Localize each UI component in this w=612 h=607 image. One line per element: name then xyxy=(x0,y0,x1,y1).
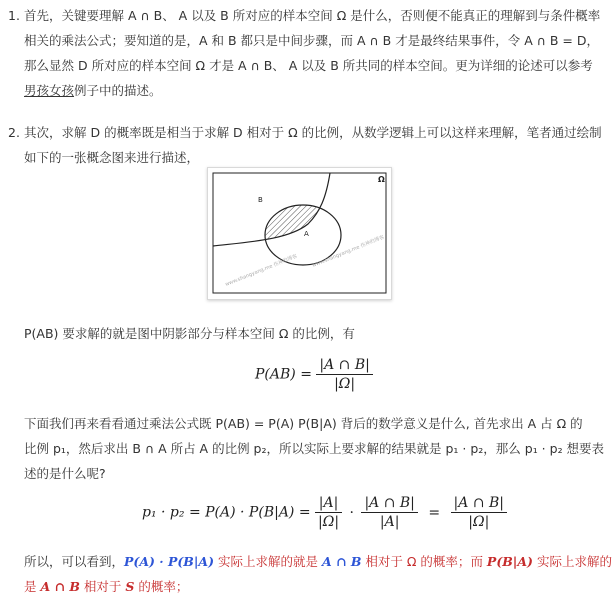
para3-blue1: P(A) · P(B|A) xyxy=(124,554,215,569)
b-label: B xyxy=(258,196,263,204)
watermark-2: www.shangyang.me 伤神的博客 xyxy=(311,234,386,269)
item1-line1: 首先，关键要理解 A ∩ B、 A 以及 B 所对应的样本空间 Ω 是什么，否则便不能真正的理解到与条件概率 xyxy=(24,8,601,23)
para2-line1: 下面我们再来看看通过乘法公式既 P(AB) = P(A) P(B|A) 背后的数学意义是什么, 首先求出 A 占 Ω 的 xyxy=(24,416,583,431)
formula2-frac3 xyxy=(451,494,507,531)
para3-line2 xyxy=(24,576,188,597)
para3-prefix: 所以，可以看到， xyxy=(24,554,125,569)
formula-2 xyxy=(142,494,507,531)
formula2-f1-num: |A| xyxy=(315,494,342,513)
formula2-lhs: p₁ · p₂ = P(A) · P(B|A) = xyxy=(142,504,311,521)
formula2-frac1 xyxy=(315,494,342,531)
concept-figure xyxy=(207,167,392,300)
omega-label: Ω xyxy=(378,175,385,184)
para3-line2-mid: 相对于 xyxy=(79,579,126,594)
boy-girl-link[interactable]: 男孩女孩 xyxy=(24,83,75,98)
intersection-shading xyxy=(208,173,330,246)
watermark-1: www.shangyang.me 伤神的博客 xyxy=(224,253,299,288)
formula2-f2-num: |A ∩ B| xyxy=(361,494,417,513)
sample-space-rect xyxy=(213,173,386,293)
formula1-fraction xyxy=(316,356,372,393)
para3-line1 xyxy=(24,551,612,572)
item2-line1: 其次，求解 D 的概率既是相当于求解 D 相对于 Ω 的比例，从数学逻辑上可以这样来理解，笔者通过绘制 xyxy=(24,125,602,140)
formula1-lhs: P(AB) = xyxy=(255,366,312,383)
para3-red-bold: P(B|A) xyxy=(486,554,533,569)
formula-1 xyxy=(255,356,373,393)
para3-line2-prefix: 是 xyxy=(24,579,41,594)
formula2-eq: = xyxy=(428,504,441,521)
formula2-dot: · xyxy=(349,504,354,521)
item1-line3: 那么显然 D 所对应的样本空间 Ω 才是 A ∩ B、 A 以及 B 所共同的样本空间。更为详细的论述可以参考 xyxy=(24,58,593,73)
para2-line3: 述的是什么呢? xyxy=(24,466,106,481)
formula2-f3-den: |Ω| xyxy=(468,514,490,530)
formula1-den: |Ω| xyxy=(334,376,356,392)
para2-line2: 比例 p₁，然后求出 B ∩ A 所占 A 的比例 p₂，所以实际上要求解的结果就是 p₁ · p₂，那么 p₁ · p₂ 想要表 xyxy=(24,441,605,456)
a-label: A xyxy=(304,230,309,238)
formula2-f3-num: |A ∩ B| xyxy=(451,494,507,513)
para3-mid1: 实际上求解的就是 xyxy=(214,554,322,569)
item1-line4 xyxy=(24,80,162,101)
para3-red1: 而 xyxy=(470,554,487,569)
para3-red2: 实际上求解的 xyxy=(532,554,612,569)
item2-number: 2. xyxy=(8,125,20,140)
para3-blue2: A ∩ B xyxy=(322,554,362,569)
item1-number: 1. xyxy=(8,8,20,23)
formula2-f2-den: |A| xyxy=(379,514,400,530)
para3-mid2: 相对于 Ω 的概率； xyxy=(361,554,471,569)
item1-line4-rest: 例子中的描述。 xyxy=(74,83,162,98)
formula2-frac2 xyxy=(361,494,417,531)
item2-line2: 如下的一张概念图来进行描述， xyxy=(24,150,200,165)
para3-s-label: S xyxy=(125,579,135,594)
para3-line2-end: 的概率； xyxy=(134,579,189,594)
para3-blue3: A ∩ B xyxy=(40,579,80,594)
formula2-f1-den: |Ω| xyxy=(318,514,340,530)
venn-diagram xyxy=(208,168,391,299)
para1: P(AB) 要求解的就是图中阴影部分与样本空间 Ω 的比例，有 xyxy=(24,326,355,341)
item1-line2: 相关的乘法公式；要知道的是，A 和 B 都只是中间步骤，而 A ∩ B 才是最终结果事件，令 A ∩ B = D， xyxy=(24,33,599,48)
formula1-num: |A ∩ B| xyxy=(316,356,372,375)
